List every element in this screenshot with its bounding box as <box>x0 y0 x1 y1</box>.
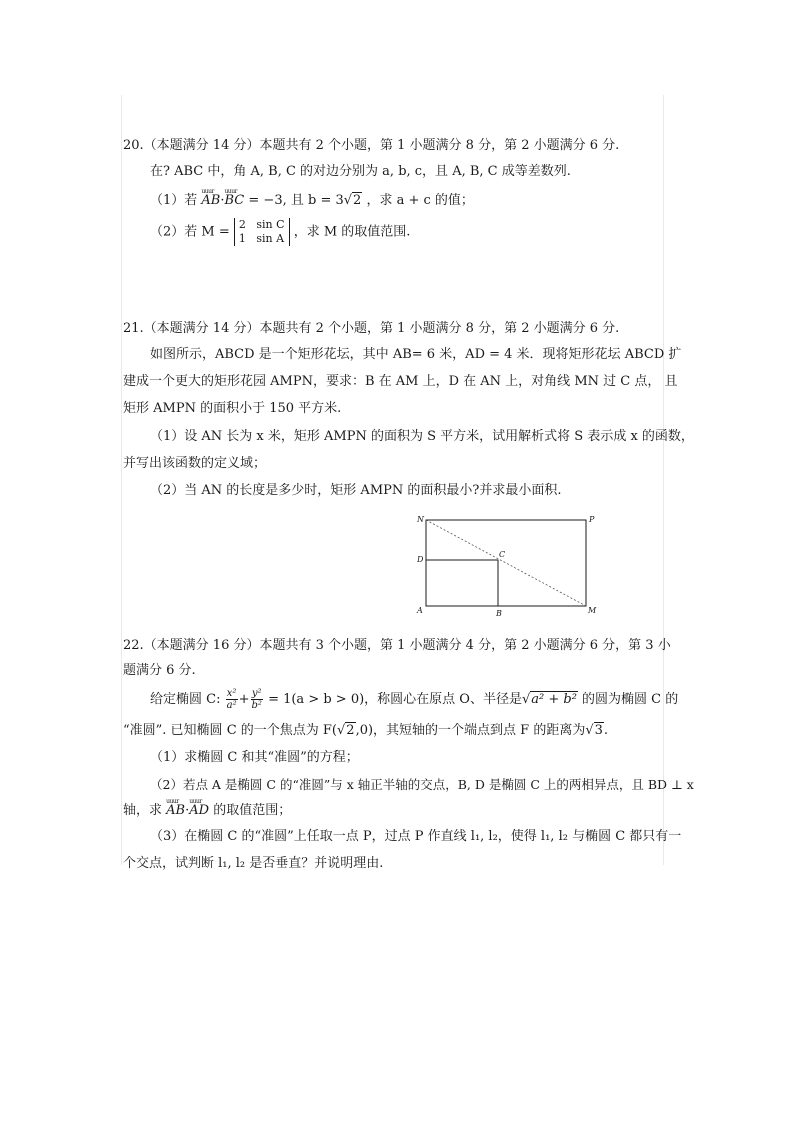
det-r1c1: 2 <box>238 218 246 231</box>
q21-part1a: （1）设 AN 长为 x 米，矩形 AMPN 的面积为 S 平方米，试用解析式将 S 表示成 x 的函数， <box>150 429 694 444</box>
q20-part1-prefix: （1）若 <box>150 193 198 208</box>
q22-line1-prefix: 给定椭圆 C: <box>150 692 221 707</box>
det-r1c2: sin C <box>256 218 285 231</box>
vector-ad: uuur AD <box>189 802 209 820</box>
q22-part3a: （3）在椭圆 C 的“准圆”上任取一点 P，过点 P 作直线 l₁, l₂，使得 l₁, l₂ 与椭圆 C 都只有一 <box>150 829 682 844</box>
q22-line1: 给定椭圆 C: $\frac{\text{x²}}{\text{a²}}$ + $\frac{\text{y²}}{\text{b²}}$ = 1(a > b > 0)，称圆心在原点 O、半径是√a² + b² 的圆为椭圆 C 的 <box>150 688 679 711</box>
plus-sign: + <box>238 692 250 707</box>
q21-figure <box>410 510 605 620</box>
label-a: A <box>417 606 423 615</box>
q22-line2-mid: ,0)，其短轴的一个端点到点 F 的距离为 <box>355 723 586 738</box>
q21-part1b: 并写出该函数的定义域； <box>123 456 267 471</box>
determinant-m <box>234 218 290 246</box>
label-c: C <box>499 550 506 559</box>
q20-part1-suffix: ，求 a + c 的值； <box>366 193 474 208</box>
q20-part2-suffix: ，求 M 的取值范围. <box>293 224 411 240</box>
right-scan-edge <box>663 95 664 865</box>
q21-part2: （2）当 AN 的长度是多少时，矩形 AMPN 的面积最小?并求最小面积. <box>150 483 562 498</box>
q22-heading-2: 题满分 6 分. <box>123 663 196 678</box>
q22-part2b-prefix: 轴，求 <box>123 803 163 818</box>
q22-line2-suffix: . <box>603 723 609 738</box>
frac-x2-a2: $\frac{\text{x²}}{\text{a²}}$ <box>226 688 237 711</box>
sqrt-2-focus: 2 <box>346 723 355 738</box>
q22-part1: （1）求椭圆 C 和其“准圆”的方程； <box>150 750 359 765</box>
frac-y2-b2: $\frac{\text{y²}}{\text{b²}}$ <box>251 688 262 711</box>
q22-part2b-suffix: 的取值范围； <box>213 803 292 818</box>
label-d: D <box>417 555 424 564</box>
q20-heading: 20.（本题满分 14 分）本题共有 2 个小题，第 1 小题满分 8 分，第 2 小题满分 6 分. <box>123 138 620 153</box>
q22-part3b: 个交点，试判断 l₁, l₂ 是否垂直？并说明理由. <box>123 856 384 871</box>
label-m: M <box>588 606 597 615</box>
q22-line1-mid: = 1(a > b > 0)，称圆心在原点 O、半径是 <box>268 692 522 707</box>
det-r2c2: sin A <box>256 232 285 245</box>
q21-heading: 21.（本题满分 14 分）本题共有 2 个小题，第 1 小题满分 8 分，第 2 小题满分 6 分. <box>123 321 620 336</box>
sqrt-a2-b2: a² + b² <box>531 692 577 707</box>
label-n: N <box>417 515 424 524</box>
vector-bc: uuur BC <box>225 192 245 210</box>
q22-heading-1: 22.（本题满分 16 分）本题共有 3 个小题，第 1 小题满分 4 分，第 2 小题满分 6 分，第 3 小 <box>123 638 671 653</box>
det-r2c1: 1 <box>238 232 246 245</box>
q21-line3: 矩形 AMPN 的面积小于 150 平方米. <box>123 401 342 416</box>
label-p: P <box>589 515 595 524</box>
q22-line1-suffix: 的圆为椭圆 C 的 <box>582 692 679 707</box>
q22-line2: “准圆”. 已知椭圆 C 的一个焦点为 F(√2,0)，其短轴的一个端点到点 F 的距离为√3. <box>123 723 609 738</box>
q20-part2 <box>150 218 410 246</box>
q21-line1: 如图所示，ABCD 是一个矩形花坛，其中 AB= 6 米，AD = 4 米．现将矩形花坛 ABCD 扩 <box>150 347 682 362</box>
q20-part1-mid: = −3, 且 b = 3 <box>248 193 344 208</box>
vector-ab-2: uuur AB <box>166 802 185 820</box>
q22-part2a: （2）若点 A 是椭圆 C 的“准圆”与 x 轴正半轴的交点，B, D 是椭圆 C 上的两相异点，且 BD ⊥ x <box>150 777 694 792</box>
sqrt-3: 3 <box>594 723 603 738</box>
q22-part2b: 轴，求 uuur AB·uuur AD 的取值范围； <box>123 802 291 820</box>
q21-line2: 建成一个更大的矩形花园 AMPN，要求：B 在 AM 上，D 在 AN 上，对角线 MN 过 C 点， 且 <box>123 374 678 389</box>
left-scan-edge <box>121 95 122 865</box>
q20-stem: 在? ABC 中，角 A, B, C 的对边分别为 a, b, c，且 A, B, C 成等差数列. <box>150 164 571 179</box>
q20-part2-prefix: （2）若 M = <box>150 224 230 240</box>
rect-abcd <box>426 560 498 606</box>
label-b: B <box>496 609 502 618</box>
vector-ab: uuur AB <box>201 192 220 210</box>
diagonal-mn <box>426 520 586 606</box>
sqrt-2: 2 <box>353 193 362 208</box>
q22-line2-prefix: “准圆”. 已知椭圆 C 的一个焦点为 F( <box>123 723 337 738</box>
rect-ampn <box>426 520 586 606</box>
q20-part1: （1）若 uuur AB·uuur BC = −3, 且 b = 3√2 ，求 a + c 的值； <box>150 192 474 210</box>
